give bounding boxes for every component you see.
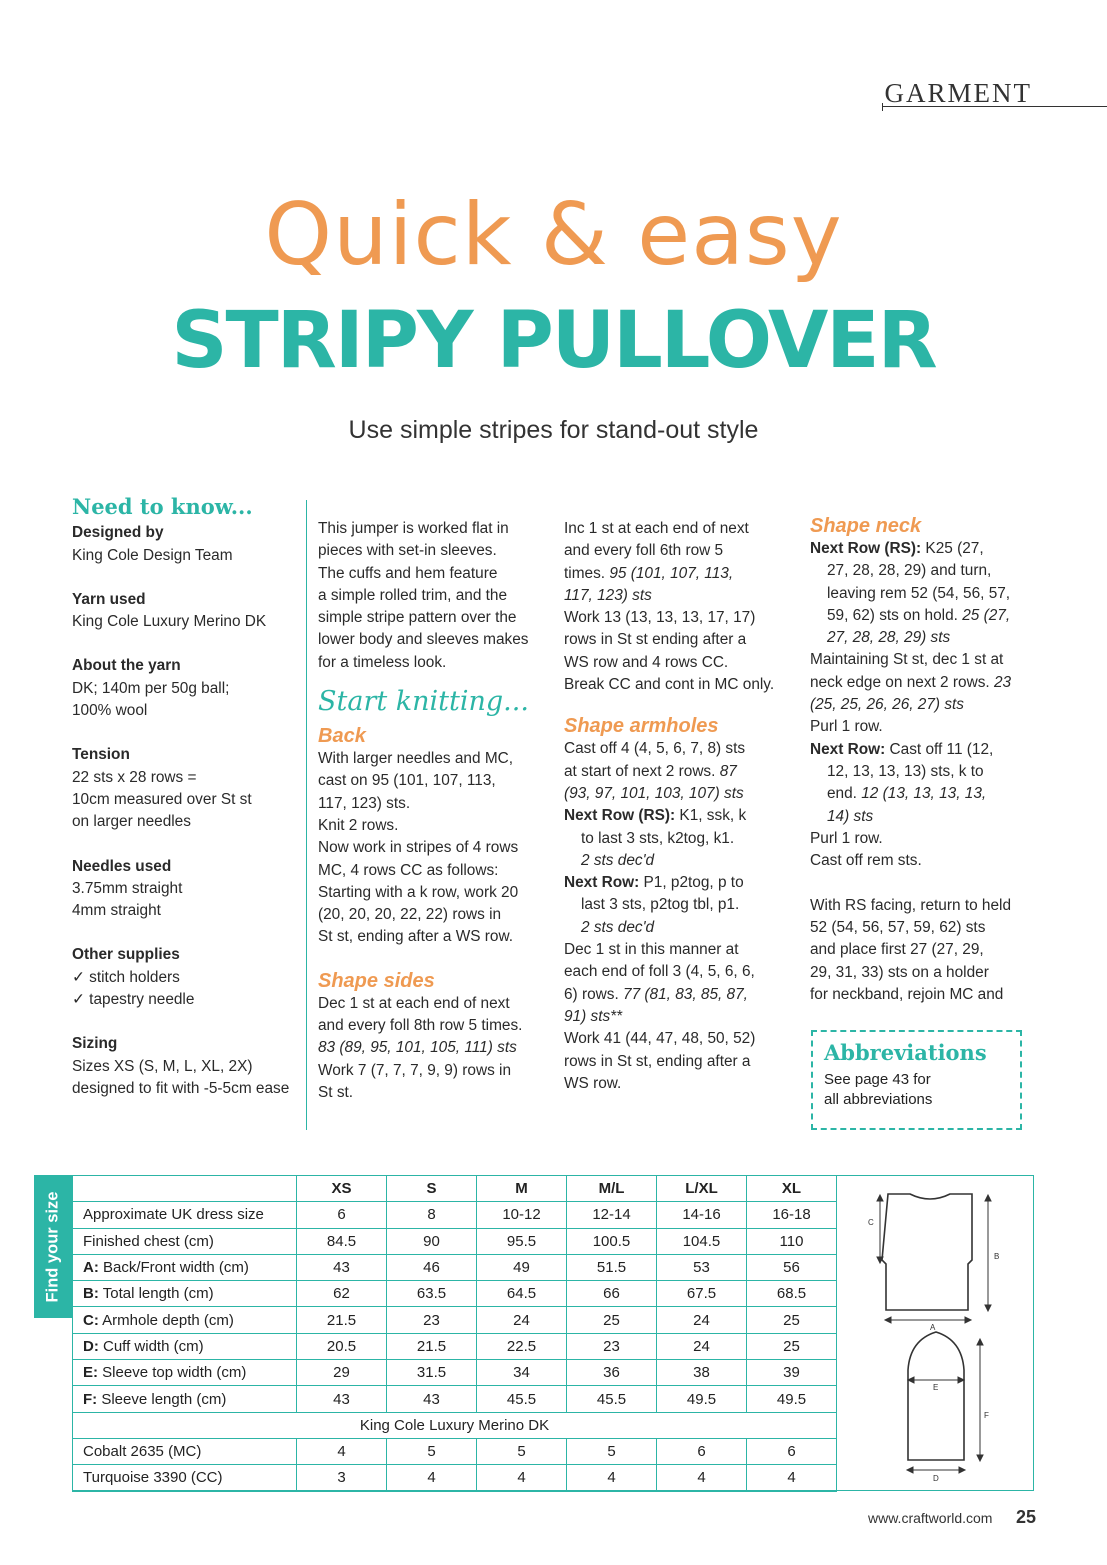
- table-cell: 66: [567, 1281, 657, 1307]
- intro-line: a simple rolled trim, and the: [318, 586, 508, 604]
- table-cell: 14-16: [657, 1202, 747, 1228]
- table-cell: 104.5: [657, 1228, 747, 1254]
- abbreviations-title: Abbreviations: [824, 1040, 987, 1065]
- garment-schematic-diagram: [838, 1182, 1030, 1487]
- footer-url[interactable]: www.craftworld.com: [868, 1510, 993, 1526]
- sidebar-label: Tension: [72, 746, 130, 764]
- pattern-line: Work 13 (13, 13, 13, 17, 17): [564, 609, 756, 627]
- pattern-line: Knit 2 rows.: [318, 816, 399, 834]
- body-outline: [882, 1194, 972, 1310]
- table-cell: 49.5: [657, 1386, 747, 1412]
- section-rule-tick: [882, 103, 883, 111]
- back-heading: Back: [318, 725, 366, 748]
- table-cell: 20.5: [297, 1333, 387, 1359]
- shape-armholes-heading: Shape armholes: [564, 715, 719, 738]
- intro-line: simple stripe pattern over the: [318, 609, 517, 627]
- pattern-line: [810, 538, 1042, 560]
- table-cell: 24: [477, 1307, 567, 1333]
- sidebar-value: 10cm measured over St st: [72, 790, 252, 808]
- table-cell: 6: [297, 1202, 387, 1228]
- intro-line: lower body and sleeves makes: [318, 631, 529, 649]
- table-row: [73, 1438, 837, 1464]
- title-line-1: Quick & easy: [264, 185, 843, 285]
- table-cell: 3: [297, 1465, 387, 1491]
- table-cell: 4: [297, 1438, 387, 1464]
- stitch-count: 27, 28, 28, 29) sts: [827, 629, 951, 647]
- pattern-text: Cast off 11 (12,: [885, 740, 994, 758]
- pattern-line: WS row and 4 rows CC.: [564, 653, 729, 671]
- table-cell: 21.5: [387, 1333, 477, 1359]
- diagram-label-a: A: [930, 1323, 936, 1332]
- sidebar-value: ✓ stitch holders: [72, 968, 180, 986]
- table-cell: 63.5: [387, 1281, 477, 1307]
- row-label-text: Finished chest (cm): [83, 1232, 214, 1250]
- size-table: [72, 1175, 837, 1492]
- pattern-text: K25 (27,: [921, 540, 984, 557]
- table-cell: 6: [747, 1438, 837, 1464]
- pattern-line: 27, 28, 28, 29) and turn,: [827, 562, 992, 580]
- pattern-text: at start of next 2 rows.: [564, 762, 720, 780]
- table-header-row: [73, 1176, 837, 1202]
- sidebar-label: Yarn used: [72, 590, 146, 608]
- table-cell: 6: [657, 1438, 747, 1464]
- stitch-count: 117, 123) sts: [564, 586, 652, 604]
- size-header: XL: [747, 1176, 837, 1202]
- table-cell: 25: [747, 1333, 837, 1359]
- pattern-text: 6) rows.: [564, 985, 624, 1003]
- sidebar-label: Sizing: [72, 1035, 118, 1053]
- table-cell: 46: [387, 1254, 477, 1280]
- measure-key: D:: [83, 1337, 99, 1355]
- need-to-know-sidebar: [72, 496, 300, 1100]
- row-label-cell: [73, 1228, 297, 1254]
- row-label-text: Cuff width (cm): [98, 1337, 204, 1355]
- row-label-cell: [73, 1360, 297, 1386]
- table-cell: 45.5: [477, 1386, 567, 1412]
- pattern-line: and place first 27 (27, 29,: [810, 941, 984, 959]
- pattern-line: 29, 31, 33) sts on a holder: [810, 963, 989, 981]
- table-cell: 29: [297, 1360, 387, 1386]
- pattern-line: Work 7 (7, 7, 7, 9, 9) rows in: [318, 1061, 512, 1079]
- table-cell: 25: [567, 1307, 657, 1333]
- abbreviations-line: all abbreviations: [824, 1091, 933, 1108]
- stitch-count: 23: [993, 673, 1012, 691]
- table-cell: 43: [297, 1254, 387, 1280]
- table-cell: 53: [657, 1254, 747, 1280]
- pattern-line: Cast off rem sts.: [810, 852, 922, 870]
- table-cell: 5: [477, 1438, 567, 1464]
- start-knitting-heading: Start knitting...: [318, 686, 529, 718]
- pattern-line: [564, 761, 796, 783]
- shape-sides-heading: Shape sides: [318, 969, 435, 992]
- title-line-2: STRIPY PULLOVER: [171, 296, 936, 386]
- column-divider: [306, 500, 307, 1130]
- table-cell: 39: [747, 1360, 837, 1386]
- table-cell: 12-14: [567, 1202, 657, 1228]
- sleeve-outline: [908, 1332, 964, 1460]
- table-cell: 64.5: [477, 1281, 567, 1307]
- row-label-text: Total length (cm): [98, 1285, 214, 1303]
- pattern-line: Now work in stripes of 4 rows: [318, 839, 519, 857]
- row-label: Next Row (RS):: [810, 540, 922, 557]
- stitch-count: 95 (101, 107, 113,: [609, 564, 734, 582]
- row-label-text: Approximate UK dress size: [83, 1206, 264, 1224]
- row-label-cell: [73, 1202, 297, 1228]
- sidebar-value: DK; 140m per 50g ball;: [72, 679, 230, 697]
- table-cell: 43: [387, 1386, 477, 1412]
- table-cell: 4: [477, 1465, 567, 1491]
- row-label-cell: [73, 1386, 297, 1412]
- pattern-line: rows in St st ending after a: [564, 631, 747, 649]
- table-row: [73, 1202, 837, 1228]
- size-header: L/XL: [657, 1176, 747, 1202]
- row-label-cell: [73, 1254, 297, 1280]
- row-label-cell: Turquoise 3390 (CC): [73, 1465, 297, 1491]
- pattern-line: Break CC and cont in MC only.: [564, 676, 775, 694]
- size-header: S: [387, 1176, 477, 1202]
- table-cell: 8: [387, 1202, 477, 1228]
- diagram-label-c: C: [868, 1218, 874, 1227]
- sidebar-value: 4mm straight: [72, 902, 161, 920]
- table-cell: 10-12: [477, 1202, 567, 1228]
- row-label: Next Row:: [564, 874, 640, 892]
- stitch-count: 2 sts dec'd: [581, 851, 655, 869]
- pattern-line: Purl 1 row.: [810, 829, 883, 847]
- pattern-line: St st.: [318, 1083, 354, 1101]
- measure-key: C:: [83, 1311, 99, 1329]
- pattern-line: Maintaining St st, dec 1 st at: [810, 651, 1004, 669]
- pattern-text: K1, ssk, k: [675, 807, 747, 825]
- abbreviations-line: See page 43 for: [824, 1071, 931, 1088]
- pattern-column-2: [564, 518, 796, 1095]
- measure-key: B:: [83, 1285, 99, 1303]
- pattern-line: Purl 1 row.: [810, 718, 883, 736]
- row-label-cell: [73, 1307, 297, 1333]
- table-row: [73, 1281, 837, 1307]
- table-row: [73, 1412, 837, 1438]
- pattern-line: leaving rem 52 (54, 56, 57,: [827, 584, 1011, 602]
- table-cell: 4: [747, 1465, 837, 1491]
- pattern-line: to last 3 sts, k2tog, k1.: [581, 829, 735, 847]
- sidebar-value: 100% wool: [72, 702, 148, 720]
- measure-key: E:: [83, 1364, 98, 1382]
- yarn-name-row: King Cole Luxury Merino DK: [73, 1412, 837, 1438]
- pattern-text: end.: [827, 785, 862, 803]
- measure-key: A:: [83, 1259, 99, 1277]
- pattern-line: Starting with a k row, work 20: [318, 883, 519, 901]
- table-cell: 34: [477, 1360, 567, 1386]
- table-cell: 21.5: [297, 1307, 387, 1333]
- sidebar-value: Sizes XS (S, M, L, XL, 2X): [72, 1057, 253, 1075]
- measure-key: F:: [83, 1390, 98, 1408]
- table-cell: 68.5: [747, 1281, 837, 1307]
- pattern-line: [810, 605, 1042, 627]
- pattern-column-3: [810, 514, 1042, 1006]
- table-cell: 95.5: [477, 1228, 567, 1254]
- sidebar-label: Needles used: [72, 857, 172, 875]
- pattern-line: last 3 sts, p2tog tbl, p1.: [581, 896, 740, 914]
- sidebar-value: designed to fit with -5-5cm ease: [72, 1079, 290, 1097]
- table-cell: 110: [747, 1228, 837, 1254]
- table-cell: 23: [387, 1307, 477, 1333]
- pattern-text: 59, 62) sts on hold.: [827, 606, 963, 624]
- stitch-count: 83 (89, 95, 101, 105, 111) sts: [318, 1039, 517, 1057]
- table-row: [73, 1307, 837, 1333]
- pattern-line: and every foll 6th row 5: [564, 542, 724, 560]
- row-label-text: Sleeve top width (cm): [98, 1364, 247, 1382]
- pattern-line: 12, 13, 13, 13) sts, k to: [827, 762, 984, 780]
- stitch-count: (25, 25, 26, 26, 27) sts: [810, 696, 964, 714]
- row-label: Next Row (RS):: [564, 807, 676, 825]
- row-label-text: Back/Front width (cm): [98, 1259, 249, 1277]
- table-cell: 22.5: [477, 1333, 567, 1359]
- pattern-line: each end of foll 3 (4, 5, 6, 6,: [564, 963, 755, 981]
- stitch-count: 2 sts dec'd: [581, 918, 655, 936]
- table-cell: 4: [567, 1465, 657, 1491]
- table-row: [73, 1254, 837, 1280]
- table-cell: 25: [747, 1307, 837, 1333]
- table-cell: 24: [657, 1333, 747, 1359]
- size-header: M/L: [567, 1176, 657, 1202]
- diagram-label-b: B: [994, 1252, 1000, 1261]
- sidebar-value: on larger needles: [72, 813, 191, 831]
- table-cell: 62: [297, 1281, 387, 1307]
- table-cell: 5: [567, 1438, 657, 1464]
- table-cell: 45.5: [567, 1386, 657, 1412]
- stitch-count: 14) sts: [827, 807, 874, 825]
- table-row: [73, 1360, 837, 1386]
- sidebar-label: Designed by: [72, 524, 164, 542]
- table-cell: 56: [747, 1254, 837, 1280]
- pattern-line: MC, 4 rows CC as follows:: [318, 861, 499, 879]
- diagram-label-f: F: [984, 1411, 989, 1420]
- table-cell: 100.5: [567, 1228, 657, 1254]
- section-label: GARMENT: [884, 78, 1032, 108]
- table-cell: 49.5: [747, 1386, 837, 1412]
- sidebar-label: Other supplies: [72, 946, 180, 964]
- table-cell: 4: [387, 1465, 477, 1491]
- pattern-line: Dec 1 st at each end of next: [318, 994, 510, 1012]
- pattern-line: St st, ending after a WS row.: [318, 928, 514, 946]
- table-cell: 67.5: [657, 1281, 747, 1307]
- row-label-text: Armhole depth (cm): [98, 1311, 234, 1329]
- pattern-line: WS row.: [564, 1074, 622, 1092]
- table-cell: 84.5: [297, 1228, 387, 1254]
- stitch-count: 77 (81, 83, 85, 87,: [623, 985, 748, 1003]
- intro-line: The cuffs and hem feature: [318, 564, 498, 582]
- stitch-count: 12 (13, 13, 13, 13,: [861, 785, 987, 803]
- find-your-size-tab: [34, 1175, 72, 1318]
- table-cell: 36: [567, 1360, 657, 1386]
- pattern-line: Dec 1 st in this manner at: [564, 941, 739, 959]
- sidebar-value: 3.75mm straight: [72, 879, 183, 897]
- intro-line: This jumper is worked flat in: [318, 520, 509, 537]
- pattern-line: rows in St st, ending after a: [564, 1052, 751, 1070]
- find-your-size-label: Find your size: [43, 1191, 62, 1302]
- table-cell: 31.5: [387, 1360, 477, 1386]
- table-cell: 49: [477, 1254, 567, 1280]
- table-row: [73, 1386, 837, 1412]
- stitch-count: 91) sts**: [564, 1007, 623, 1025]
- diagram-label-d: D: [933, 1474, 939, 1483]
- pattern-line: [810, 783, 1042, 805]
- page-number: 25: [1016, 1507, 1037, 1527]
- pattern-line: for neckband, rejoin MC and: [810, 985, 1004, 1003]
- row-label-text: Sleeve length (cm): [97, 1390, 227, 1408]
- pattern-line: and every foll 8th row 5 times.: [318, 1017, 523, 1035]
- pattern-line: With larger needles and MC,: [318, 750, 514, 768]
- table-cell: 43: [297, 1386, 387, 1412]
- pattern-line: Cast off 4 (4, 5, 6, 7, 8) sts: [564, 740, 746, 758]
- table-cell: 24: [657, 1307, 747, 1333]
- table-row: [73, 1333, 837, 1359]
- pattern-text: times.: [564, 564, 610, 582]
- sidebar-value: 22 sts x 28 rows =: [72, 768, 197, 786]
- sidebar-value: King Cole Luxury Merino DK: [72, 613, 267, 631]
- section-rule: [882, 106, 1107, 107]
- table-cell: 90: [387, 1228, 477, 1254]
- intro-line: for a timeless look.: [318, 653, 447, 671]
- pattern-line: [564, 805, 796, 827]
- table-cell: 16-18: [747, 1202, 837, 1228]
- table-row: [73, 1228, 837, 1254]
- shape-neck-heading: Shape neck: [810, 515, 922, 537]
- pattern-column-1: [318, 518, 550, 1104]
- size-header: M: [477, 1176, 567, 1202]
- stitch-count: 87: [719, 762, 737, 780]
- pattern-line: cast on 95 (101, 107, 113,: [318, 772, 496, 790]
- table-row: [73, 1465, 837, 1491]
- pattern-line: Inc 1 st at each end of next: [564, 520, 749, 537]
- sidebar-label: About the yarn: [72, 657, 181, 675]
- sidebar-value: King Cole Design Team: [72, 546, 233, 564]
- pattern-line: [564, 984, 796, 1006]
- pattern-line: [810, 672, 1042, 694]
- pattern-line: (20, 20, 20, 22, 22) rows in: [318, 906, 502, 924]
- size-header: XS: [297, 1176, 387, 1202]
- pattern-line: 52 (54, 56, 57, 59, 62) sts: [810, 919, 986, 937]
- table-cell: 23: [567, 1333, 657, 1359]
- table-cell: 4: [657, 1465, 747, 1491]
- pattern-text: P1, p2tog, p to: [639, 874, 744, 892]
- table-cell: 38: [657, 1360, 747, 1386]
- pattern-line: [564, 563, 796, 585]
- sidebar-heading: Need to know...: [72, 494, 253, 519]
- stitch-count: 25 (27,: [962, 606, 1011, 624]
- sidebar-value: ✓ tapestry needle: [72, 991, 195, 1009]
- table-cell: 5: [387, 1438, 477, 1464]
- pattern-line: [810, 739, 1042, 761]
- pattern-text: neck edge on next 2 rows.: [810, 673, 994, 691]
- abbreviations-text: [824, 1070, 932, 1110]
- intro-line: pieces with set-in sleeves.: [318, 542, 497, 560]
- pattern-line: With RS facing, return to held: [810, 896, 1012, 914]
- row-label-cell: [73, 1333, 297, 1359]
- diagram-label-e: E: [933, 1383, 939, 1392]
- table-cell: 51.5: [567, 1254, 657, 1280]
- pattern-line: Work 41 (44, 47, 48, 50, 52): [564, 1030, 756, 1048]
- pattern-line: [564, 872, 796, 894]
- stitch-count: (93, 97, 101, 103, 107) sts: [564, 784, 744, 802]
- row-label-cell: Cobalt 2635 (MC): [73, 1438, 297, 1464]
- subtitle: Use simple stripes for stand-out style: [348, 416, 759, 444]
- pattern-line: 117, 123) sts.: [318, 794, 411, 812]
- row-label: Next Row:: [810, 740, 886, 758]
- row-label-cell: [73, 1281, 297, 1307]
- table-header-blank: [73, 1176, 297, 1202]
